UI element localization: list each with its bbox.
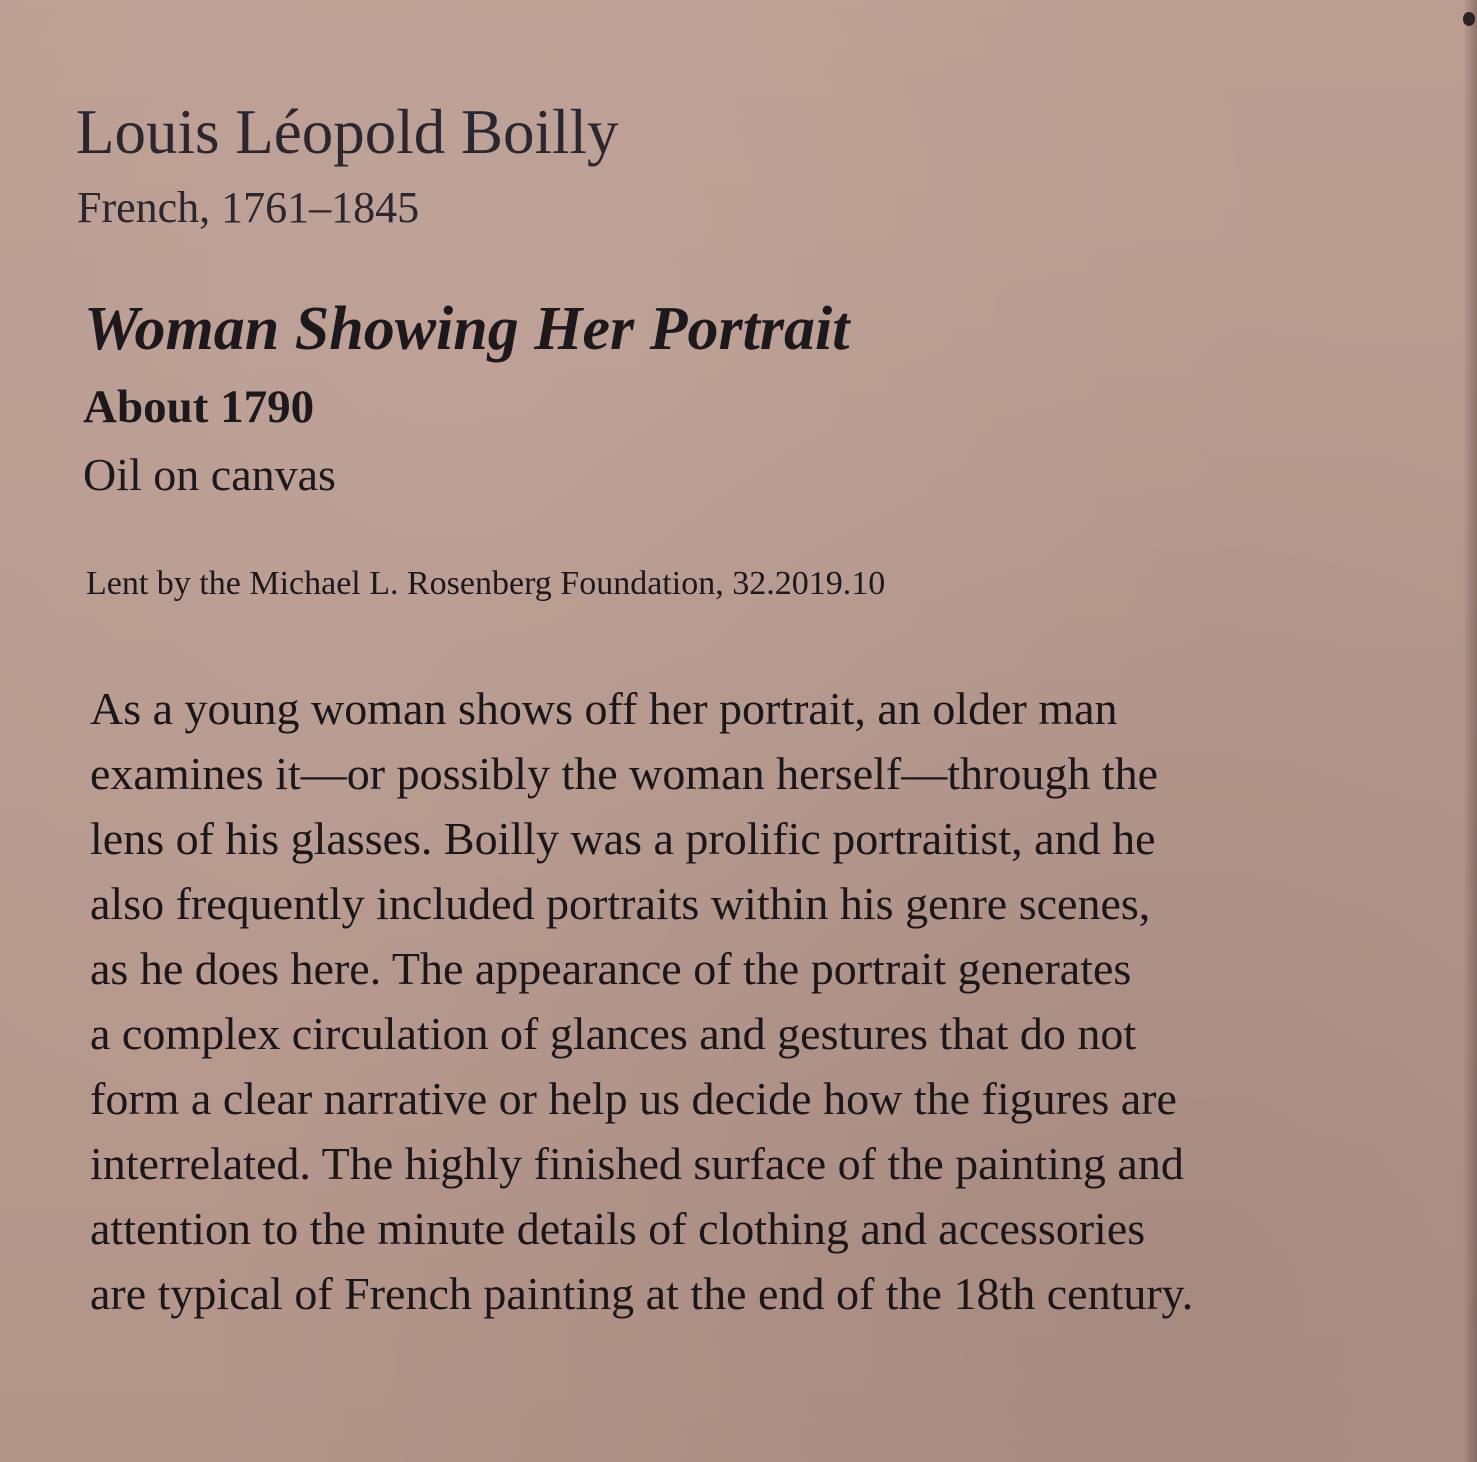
description-line: As a young woman shows off her portrait, an older man <box>90 683 1118 734</box>
credit-line: Lent by the Michael L. Rosenberg Foundation, 32.2019.10 <box>86 565 886 602</box>
description-line: interrelated. The highly finished surface of the painting and <box>90 1138 1184 1189</box>
card-edge-shadow <box>1463 0 1477 1462</box>
description-line: as he does here. The appearance of the portrait generates <box>90 943 1132 994</box>
artwork-medium: Oil on canvas <box>83 449 336 500</box>
description-line: also frequently included portraits within his genre scenes, <box>90 878 1151 929</box>
pin-hole <box>1463 12 1475 26</box>
description-line: attention to the minute details of clothing and accessories <box>90 1203 1146 1254</box>
description-text <box>90 676 1420 1326</box>
description-line: lens of his glasses. Boilly was a prolific portraitist, and he <box>90 813 1156 864</box>
description-line: form a clear narrative or help us decide how the figures are <box>90 1073 1177 1124</box>
description-line: a complex circulation of glances and gestures that do not <box>90 1008 1137 1059</box>
artwork-title: Woman Showing Her Portrait <box>84 295 850 363</box>
artist-name: Louis Léopold Boilly <box>76 97 619 167</box>
description-line: examines it—or possibly the woman herself—through the <box>90 748 1159 799</box>
artwork-date: About 1790 <box>83 381 315 433</box>
description-line: are typical of French painting at the end of the 18th century. <box>90 1268 1194 1319</box>
artist-nationality-dates: French, 1761–1845 <box>77 183 420 232</box>
